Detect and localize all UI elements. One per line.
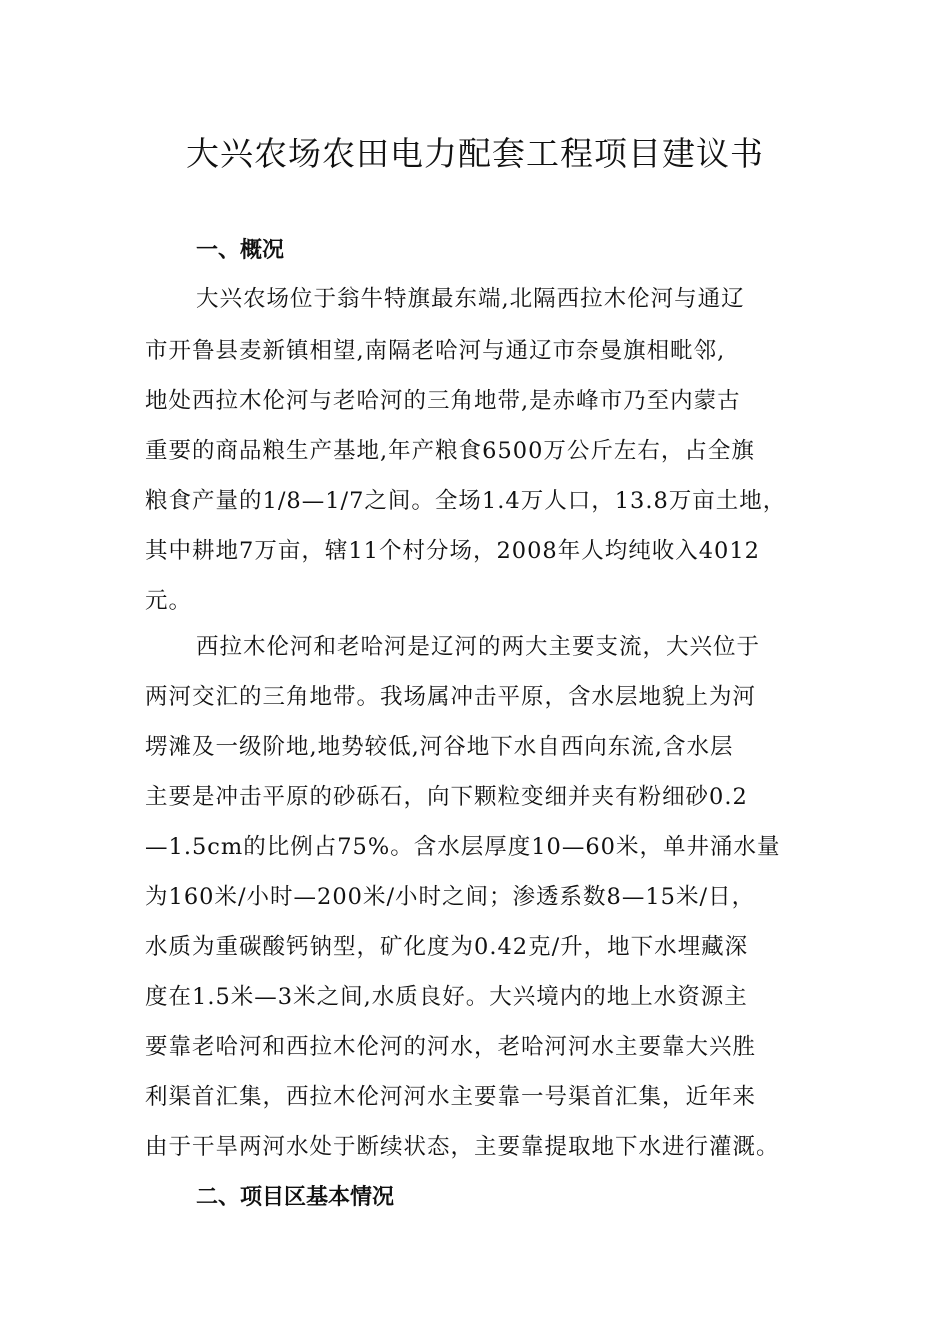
text-line: 为160米/小时—200米/小时之间；渗透系数8—15米/日，	[145, 884, 756, 910]
text-line: 元。	[145, 588, 193, 614]
text-line: 水质为重碳酸钙钠型，矿化度为0.42克/升，地下水埋藏深	[145, 934, 749, 960]
text-line: 利渠首汇集，西拉木伦河河水主要靠一号渠首汇集，近年来	[145, 1084, 757, 1110]
section-heading-project-area: 二、项目区基本情况	[196, 1185, 395, 1210]
text-line: 其中耕地7万亩，辖11个村分场，2008年人均纯收入4012	[145, 538, 760, 564]
text-line: 主要是冲击平原的砂砾石，向下颗粒变细并夹有粉细砂0.2	[145, 784, 748, 810]
section-heading-overview: 一、概况	[196, 238, 285, 263]
text-line: 大兴农场位于翁牛特旗最东端,北隔西拉木伦河与通辽	[196, 286, 745, 312]
document-title: 大兴农场农田电力配套工程项目建议书	[186, 134, 764, 173]
text-line: 由于干旱两河水处于断续状态，主要靠提取地下水进行灌溉。	[145, 1134, 780, 1160]
text-line: 市开鲁县麦新镇相望,南隔老哈河与通辽市奈曼旗相毗邻,	[145, 338, 726, 364]
text-line: —1.5cm的比例占75%。含水层厚度10—60米，单井涌水量	[145, 834, 781, 860]
text-line: 地处西拉木伦河与老哈河的三角地带,是赤峰市乃至内蒙古	[145, 388, 741, 414]
text-line: 度在1.5米—3米之间,水质良好。大兴境内的地上水资源主	[145, 984, 748, 1010]
text-line: 重要的商品粮生产基地,年产粮食6500万公斤左右，占全旗	[145, 438, 755, 464]
text-line: 两河交汇的三角地带。我场属冲击平原，含水层地貌上为河	[145, 684, 757, 710]
text-line: 塄滩及一级阶地,地势较低,河谷地下水自西向东流,含水层	[145, 734, 734, 760]
text-line: 西拉木伦河和老哈河是辽河的两大主要支流，大兴位于	[196, 634, 761, 660]
text-line: 粮食产量的1/8—1/7之间。全场1.4万人口，13.8万亩土地，	[145, 488, 787, 514]
text-line: 要靠老哈河和西拉木伦河的河水，老哈河河水主要靠大兴胜	[145, 1034, 757, 1060]
